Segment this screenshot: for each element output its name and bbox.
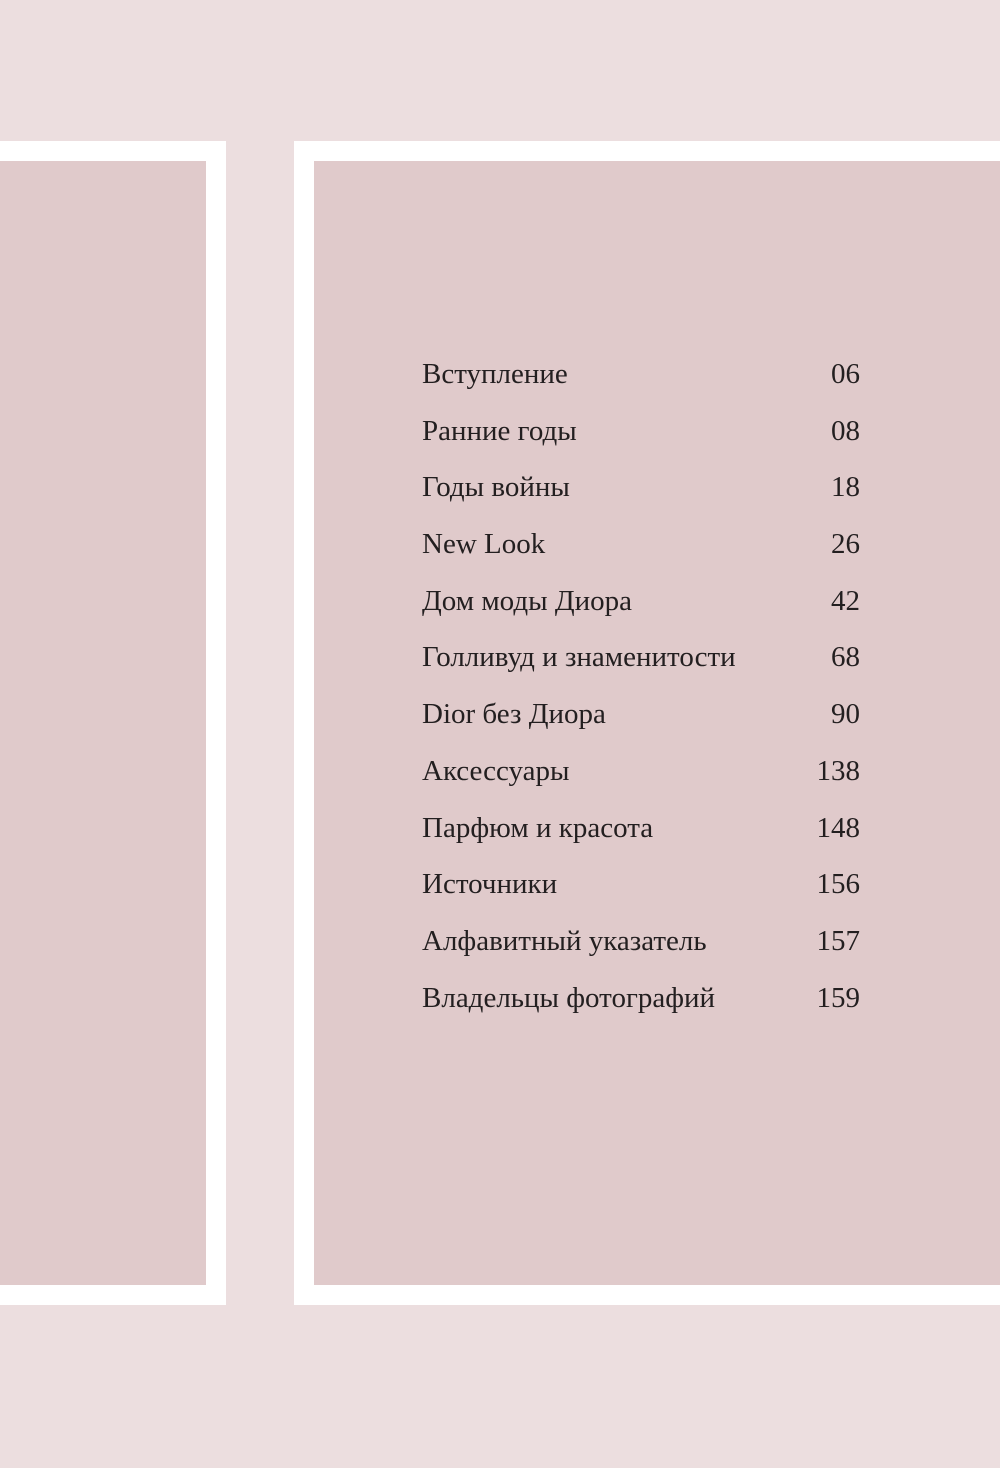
toc-entry	[422, 800, 860, 857]
toc-entry-title: Годы войны	[422, 471, 570, 504]
toc-entry-page-number: 156	[816, 868, 860, 901]
toc-entry-page-number: 157	[816, 924, 860, 957]
toc-entry-title: New Look	[422, 528, 546, 561]
toc-entry	[422, 573, 860, 630]
toc-entry-page-number: 08	[831, 414, 860, 447]
toc-entry-page-number: 06	[831, 358, 860, 390]
toc-entry-title: Источники	[422, 868, 558, 901]
toc-entry-page-number: 138	[816, 754, 860, 787]
toc-entry	[422, 686, 860, 743]
left-page-panel	[0, 161, 206, 1285]
toc-entry	[422, 856, 860, 913]
toc-entry	[422, 629, 860, 686]
toc-entry	[422, 516, 860, 573]
toc-entry	[422, 913, 860, 970]
toc-entry-page-number: 159	[816, 981, 860, 1014]
toc-entry-page-number: 68	[831, 641, 860, 674]
toc-entry	[422, 459, 860, 516]
toc-entry	[422, 403, 860, 460]
toc-entry	[422, 346, 860, 403]
toc-entry	[422, 743, 860, 800]
toc-entry-page-number: 42	[831, 584, 860, 617]
toc-entry-page-number: 26	[831, 528, 860, 561]
toc-entry-title: Алфавитный указатель	[422, 924, 707, 957]
toc-entry-title: Dior без Диора	[422, 698, 606, 731]
table-of-contents	[422, 346, 860, 1026]
toc-entry-title: Аксессуары	[422, 754, 570, 787]
toc-entry-title: Дом моды Диора	[422, 584, 633, 617]
toc-entry-title: Голливуд и знаменитости	[422, 641, 736, 674]
toc-entry-title: Владельцы фотографий	[422, 981, 716, 1014]
toc-entry-title: Ранние годы	[422, 414, 577, 447]
toc-entry-page-number: 18	[831, 471, 860, 504]
toc-entry-title: Вступление	[422, 358, 568, 390]
toc-entry-page-number: 148	[816, 811, 860, 844]
toc-entry-page-number: 90	[831, 698, 860, 731]
toc-entry-title: Парфюм и красота	[422, 811, 654, 844]
toc-entry	[422, 970, 860, 1027]
